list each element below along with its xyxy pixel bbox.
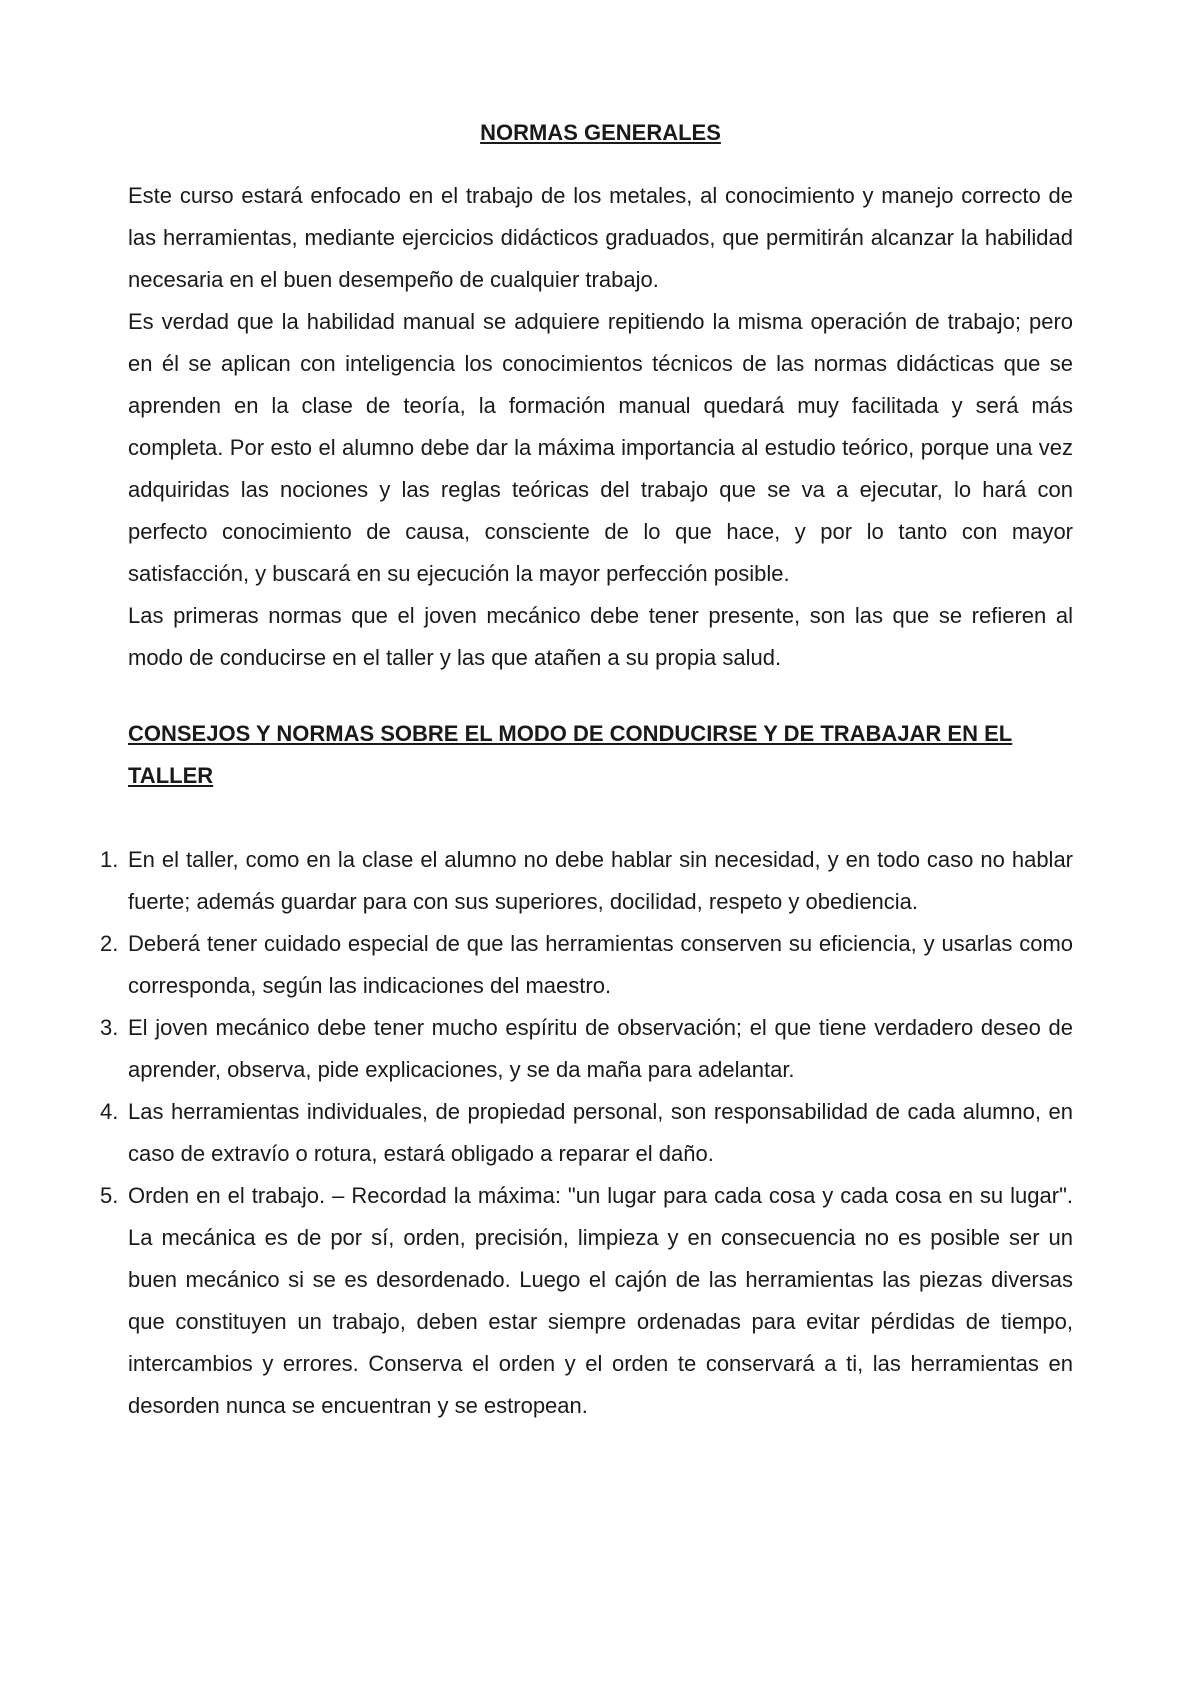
rule-number: 1. — [100, 847, 119, 872]
rule-item — [100, 1007, 1073, 1091]
rule-number: 2. — [100, 931, 119, 956]
intro-paragraph: Las primeras normas que el joven mecánico debe tener presente, son las que se refieren al modo de conducirse en el taller y las que atañen a su propia salud. — [128, 603, 1073, 670]
document-body — [100, 112, 1073, 1427]
rule-item — [100, 923, 1073, 1007]
rule-number: 4. — [100, 1099, 119, 1124]
intro-paragraph: Es verdad que la habilidad manual se adquiere repitiendo la misma operación de trabajo; pero en él se aplican con inteligencia los conocimientos técnicos de las normas didácticas que se aprenden en la clase de teoría, la formación manual quedará muy facilitada y será más completa. Por esto el alumno debe dar la máxima importancia al estudio teórico, porque una vez adquiridas las nociones y las reglas teóricas del trabajo que se va a ejecutar, lo hará con perfecto conocimiento de causa, consciente de lo que hace, y por lo tanto con mayor satisfacción, y buscará en su ejecución la mayor perfección posible. — [128, 309, 1073, 586]
rule-text: El joven mecánico debe tener mucho espíritu de observación; el que tiene verdadero deseo de aprender, observa, pide explicaciones, y se da maña para adelantar. — [128, 1015, 1073, 1082]
rule-text: Orden en el trabajo. – Recordad la máxima: "un lugar para cada cosa y cada cosa en su lugar". La mecánica es de por sí, orden, precisión, limpieza y en consecuencia no es posible ser un buen mecánico si se es desordenado. Luego el cajón de las herramientas las piezas diversas que constituyen un trabajo, deben estar siempre ordenadas para evitar pérdidas de tiempo, intercambios y errores. Conserva el orden y el orden te conservará a ti, las herramientas en desorden nunca se encuentran y se estropean. — [128, 1183, 1073, 1418]
rules-list — [100, 839, 1073, 1427]
rule-text: En el taller, como en la clase el alumno no debe hablar sin necesidad, y en todo caso no hablar fuerte; además guardar para con sus superiores, docilidad, respeto y obediencia. — [128, 847, 1073, 914]
section-heading: CONSEJOS Y NORMAS SOBRE EL MODO DE CONDUCIRSE Y DE TRABAJAR EN EL TALLER — [128, 721, 1013, 788]
rule-text: Deberá tener cuidado especial de que las herramientas conserven su eficiencia, y usarlas como corresponda, según las indicaciones del maestro. — [128, 931, 1073, 998]
rule-item — [100, 1091, 1073, 1175]
rule-number: 3. — [100, 1015, 119, 1040]
rule-text: Las herramientas individuales, de propiedad personal, son responsabilidad de cada alumno, en caso de extravío o rotura, estará obligado a reparar el daño. — [128, 1099, 1073, 1166]
rule-item — [100, 1175, 1073, 1427]
rule-item — [100, 839, 1073, 923]
intro-paragraph: Este curso estará enfocado en el trabajo de los metales, al conocimiento y manejo correcto de las herramientas, mediante ejercicios didácticos graduados, que permitirán alcanzar la habilidad necesaria en el buen desempeño de cualquier trabajo. — [128, 183, 1073, 292]
document-title: NORMAS GENERALES — [480, 120, 721, 145]
rule-number: 5. — [100, 1183, 119, 1208]
